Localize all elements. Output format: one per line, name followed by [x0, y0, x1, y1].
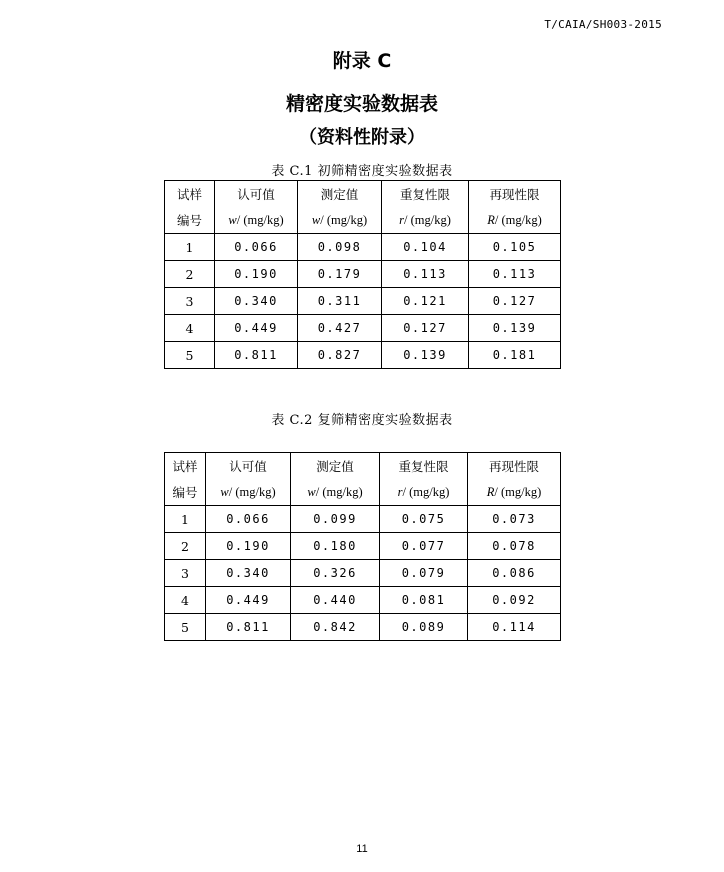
table-cell: 1: [165, 234, 215, 261]
header-cell: 试样: [165, 453, 206, 480]
table-cell: 0.121: [382, 288, 469, 315]
table-c2: [164, 452, 561, 641]
table-row: [165, 560, 561, 587]
unit: / (mg/kg): [228, 485, 276, 499]
table-cell: 0.340: [215, 288, 298, 315]
header-cell: [382, 207, 469, 234]
page-number: 11: [356, 843, 368, 855]
table-cell: 0.190: [206, 533, 291, 560]
table-row: [165, 261, 561, 288]
table-cell: 0.449: [206, 587, 291, 614]
table-header-row: [165, 207, 561, 234]
appendix-note: （资料性附录）: [299, 127, 425, 148]
table-cell: 5: [165, 342, 215, 369]
table-cell: 0.086: [468, 560, 561, 587]
header-cell: [380, 479, 468, 506]
table-row: [165, 614, 561, 641]
table-row: [165, 234, 561, 261]
table-c1: [164, 180, 561, 369]
table-c1-caption: 表 C.1 初筛精密度实验数据表: [271, 164, 453, 179]
table-cell: 0.104: [382, 234, 469, 261]
symbol: R: [487, 213, 495, 227]
table-cell: 0.105: [469, 234, 561, 261]
header-cell: 编号: [165, 207, 215, 234]
table-cell: 0.311: [298, 288, 382, 315]
table-row: [165, 533, 561, 560]
table-cell: 0.181: [469, 342, 561, 369]
table-row: [165, 315, 561, 342]
table-cell: 0.073: [468, 506, 561, 533]
table-cell: 5: [165, 614, 206, 641]
table-cell: 0.079: [380, 560, 468, 587]
table-cell: 0.340: [206, 560, 291, 587]
unit: / (mg/kg): [236, 213, 284, 227]
table-cell: 0.811: [206, 614, 291, 641]
table-cell: 0.081: [380, 587, 468, 614]
unit: / (mg/kg): [404, 213, 451, 227]
header-cell: [468, 479, 561, 506]
header-cell: [469, 207, 561, 234]
table-cell: 0.842: [291, 614, 380, 641]
table-cell: 0.827: [298, 342, 382, 369]
unit: / (mg/kg): [320, 213, 368, 227]
header-cell: 再现性限: [468, 453, 561, 480]
table-cell: 0.139: [469, 315, 561, 342]
unit: / (mg/kg): [494, 213, 542, 227]
header-cell: [215, 207, 298, 234]
table-cell: 0.114: [468, 614, 561, 641]
table-cell: 2: [165, 261, 215, 288]
table-header-row: [165, 479, 561, 506]
header-cell: 编号: [165, 479, 206, 506]
table-cell: 0.440: [291, 587, 380, 614]
table-header-row: [165, 181, 561, 208]
unit: / (mg/kg): [402, 485, 450, 499]
symbol: r: [397, 485, 403, 499]
table-cell: 0.811: [215, 342, 298, 369]
header-cell: 试样: [165, 181, 215, 208]
symbol: w: [220, 485, 229, 499]
table-cell: 0.427: [298, 315, 382, 342]
table-cell: 3: [165, 560, 206, 587]
table-row: [165, 506, 561, 533]
symbol: w: [311, 213, 321, 227]
table-cell: 0.089: [380, 614, 468, 641]
table-cell: 0.078: [468, 533, 561, 560]
header-cell: 测定值: [291, 453, 380, 480]
symbol: w: [228, 213, 237, 227]
table-cell: 0.127: [382, 315, 469, 342]
table-cell: 0.066: [206, 506, 291, 533]
header-cell: [206, 479, 291, 506]
header-cell: 测定值: [298, 181, 382, 208]
unit: / (mg/kg): [315, 485, 363, 499]
table-cell: 0.127: [469, 288, 561, 315]
table-cell: 0.066: [215, 234, 298, 261]
table-cell: 0.449: [215, 315, 298, 342]
header-cell: [291, 479, 380, 506]
table-cell: 0.180: [291, 533, 380, 560]
table-cell: 1: [165, 506, 206, 533]
header-cell: 重复性限: [382, 181, 469, 208]
table-cell: 0.190: [215, 261, 298, 288]
table-cell: 0.092: [468, 587, 561, 614]
table-row: [165, 587, 561, 614]
table-cell: 0.139: [382, 342, 469, 369]
table-cell: 0.113: [382, 261, 469, 288]
page-title: 精密度实验数据表: [285, 93, 438, 115]
table-cell: 0.077: [380, 533, 468, 560]
table-cell: 0.099: [291, 506, 380, 533]
header-cell: 认可值: [215, 181, 298, 208]
table-c2-caption: 表 C.2 复筛精密度实验数据表: [271, 413, 453, 428]
symbol: r: [399, 213, 404, 227]
table-cell: 3: [165, 288, 215, 315]
table-header-row: [165, 453, 561, 480]
table-cell: 4: [165, 315, 215, 342]
header-cell: [298, 207, 382, 234]
table-row: [165, 288, 561, 315]
table-cell: 0.326: [291, 560, 380, 587]
symbol: R: [486, 485, 495, 499]
header-cell: 重复性限: [380, 453, 468, 480]
table-cell: 0.113: [469, 261, 561, 288]
symbol: w: [307, 485, 316, 499]
table-cell: 0.179: [298, 261, 382, 288]
table-row: [165, 342, 561, 369]
appendix-title: 附录 C: [332, 50, 392, 72]
document-code: T/CAIA/SH003-2015: [544, 18, 662, 31]
table-cell: 0.075: [380, 506, 468, 533]
table-cell: 0.098: [298, 234, 382, 261]
unit: / (mg/kg): [494, 485, 542, 499]
header-cell: 再现性限: [469, 181, 561, 208]
header-cell: 认可值: [206, 453, 291, 480]
table-cell: 4: [165, 587, 206, 614]
table-cell: 2: [165, 533, 206, 560]
